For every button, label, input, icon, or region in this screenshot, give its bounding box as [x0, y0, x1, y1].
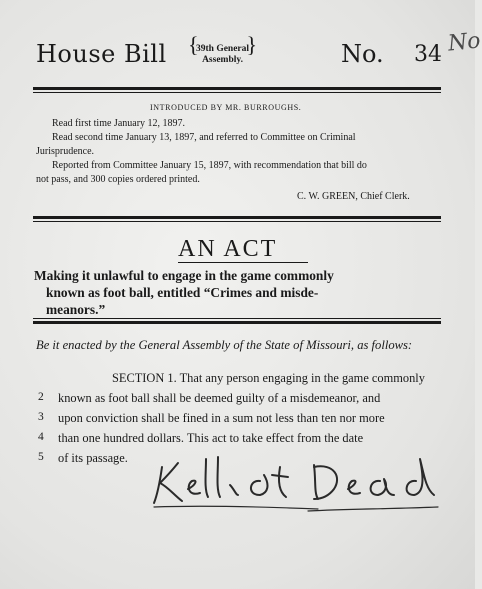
act-description-line-1: Making it unlawful to engage in the game commonly [34, 268, 334, 283]
chief-clerk: C. W. GREEN, Chief Clerk. [297, 191, 410, 202]
act-description [34, 267, 454, 318]
history-line-reported-cont: not pass, and 300 copies ordered printed. [36, 174, 200, 185]
line-number-5: 5 [38, 451, 44, 463]
bill-number-label: No. [341, 40, 384, 68]
section-line-3: upon conviction shall be fined in a sum not less than ten nor more [58, 411, 385, 425]
act-heading-underline [178, 262, 308, 263]
session-label [188, 32, 258, 66]
enacting-clause: Be it enacted by the General Assembly of the State of Missouri, as follows: [36, 338, 413, 352]
line-number-3: 3 [38, 411, 44, 423]
section-line-1: SECTION 1. That any person engaging in the game commonly [112, 371, 425, 385]
bill-type-title: House Bill [36, 40, 167, 68]
bill-number: 34 [414, 42, 442, 67]
header-rule-thick [33, 87, 441, 90]
history-line-second-reading-cont: Jurisprudence. [36, 146, 95, 157]
act-heading: AN ACT [178, 236, 278, 262]
act-description-line-2: known as foot ball, entitled “Crimes and misde- [46, 285, 319, 300]
introduced-by: INTRODUCED BY MR. BURROUGHS. [150, 103, 302, 112]
history-rule-thick [33, 216, 441, 219]
history-line-first-reading: Read first time January 12, 1897. [52, 118, 186, 129]
act-rule-thin [33, 318, 441, 319]
section-line-4: than one hundred dollars. This act to take effect from the date [58, 431, 364, 445]
handwritten-annotation: No [446, 28, 482, 57]
act-rule-thick [33, 321, 441, 324]
session-line-1: 39th General [196, 44, 250, 54]
section-line-5: of its passage. [58, 451, 128, 465]
history-line-second-reading: Read second time January 13, 1897, and referred to Committee on Criminal [52, 132, 356, 143]
section-line-2: known as foot ball shall be deemed guilty of a misdemeanor, and [58, 391, 381, 405]
left-brace: { [188, 32, 199, 57]
right-brace: } [246, 32, 258, 57]
history-line-reported: Reported from Committee January 15, 1897, with recommendation that bill do [52, 160, 367, 171]
line-number-4: 4 [38, 431, 44, 443]
session-line-2: Assembly. [202, 55, 243, 65]
line-number-2: 2 [38, 391, 44, 403]
history-rule-thin [33, 221, 441, 222]
act-description-line-3: meanors.” [46, 302, 106, 317]
header-rule-thin [33, 92, 441, 93]
handwritten-signature [148, 445, 448, 515]
